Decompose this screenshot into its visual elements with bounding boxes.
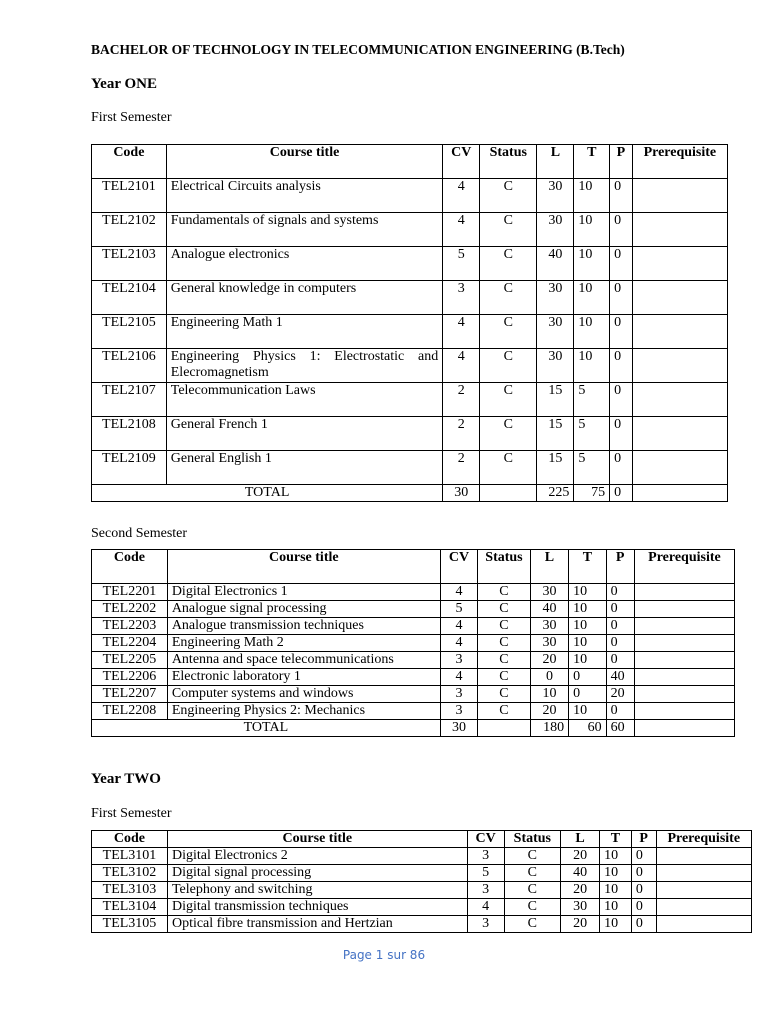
course-prerequisite <box>656 882 752 899</box>
course-p: 0 <box>610 451 633 485</box>
col-header-t: T <box>569 550 606 584</box>
total-label: TOTAL <box>92 720 441 737</box>
course-title: General knowledge in computers <box>166 281 443 315</box>
course-t: 10 <box>569 703 606 720</box>
col-header-status: Status <box>478 550 531 584</box>
course-l: 30 <box>537 281 574 315</box>
course-cv: 3 <box>467 882 504 899</box>
course-code: TEL2208 <box>92 703 168 720</box>
course-code: TEL3103 <box>92 882 168 899</box>
total-t: 60 <box>569 720 606 737</box>
table-row <box>92 635 735 652</box>
course-p: 0 <box>631 916 656 933</box>
year1-semester1-table <box>91 144 728 502</box>
course-t: 10 <box>569 601 606 618</box>
course-l: 40 <box>561 865 600 882</box>
course-cv: 3 <box>440 652 477 669</box>
course-cv: 3 <box>467 916 504 933</box>
course-status: C <box>478 584 531 601</box>
course-p: 0 <box>606 584 634 601</box>
table-header-row <box>92 550 735 584</box>
course-status: C <box>504 916 560 933</box>
course-t: 5 <box>574 383 610 417</box>
course-prerequisite <box>632 383 727 417</box>
course-p: 0 <box>606 635 634 652</box>
course-title: Telecommunication Laws <box>166 383 443 417</box>
course-p: 0 <box>610 315 633 349</box>
course-prerequisite <box>656 865 752 882</box>
table-row <box>92 916 752 933</box>
col-header-prerequisite: Prerequisite <box>634 550 734 584</box>
col-header-p: P <box>610 145 633 179</box>
course-status: C <box>480 247 537 281</box>
course-code: TEL3102 <box>92 865 168 882</box>
course-title: Fundamentals of signals and systems <box>166 213 443 247</box>
course-cv: 3 <box>443 281 480 315</box>
course-prerequisite <box>632 451 727 485</box>
course-l: 30 <box>561 899 600 916</box>
course-code: TEL3101 <box>92 848 168 865</box>
course-cv: 2 <box>443 417 480 451</box>
course-status: C <box>480 349 537 383</box>
table-row <box>92 383 728 417</box>
course-cv: 4 <box>440 584 477 601</box>
course-title: Digital Electronics 2 <box>167 848 467 865</box>
total-row <box>92 485 728 502</box>
course-code: TEL2108 <box>92 417 167 451</box>
course-prerequisite <box>632 315 727 349</box>
course-p: 0 <box>606 703 634 720</box>
course-l: 20 <box>561 916 600 933</box>
course-p: 40 <box>606 669 634 686</box>
course-cv: 2 <box>443 451 480 485</box>
total-p: 60 <box>606 720 634 737</box>
course-p: 0 <box>610 383 633 417</box>
document-title: BACHELOR OF TECHNOLOGY IN TELECOMMUNICATION ENGINEERING (B.Tech) <box>91 42 625 57</box>
table-header-row <box>92 831 752 848</box>
course-status: C <box>480 213 537 247</box>
course-t: 10 <box>569 618 606 635</box>
year-one-heading: Year ONE <box>91 76 157 92</box>
course-cv: 2 <box>443 383 480 417</box>
course-status: C <box>504 865 560 882</box>
col-header-prerequisite: Prerequisite <box>656 831 752 848</box>
table-row <box>92 417 728 451</box>
table-row <box>92 652 735 669</box>
course-p: 0 <box>631 848 656 865</box>
course-t: 0 <box>569 669 606 686</box>
course-l: 30 <box>537 179 574 213</box>
col-header-t: T <box>574 145 610 179</box>
total-cv: 30 <box>443 485 480 502</box>
course-code: TEL2204 <box>92 635 168 652</box>
course-cv: 3 <box>440 686 477 703</box>
course-title: Analogue transmission techniques <box>167 618 440 635</box>
course-p: 0 <box>610 247 633 281</box>
course-title: General French 1 <box>166 417 443 451</box>
course-p: 0 <box>631 865 656 882</box>
course-p: 0 <box>631 882 656 899</box>
total-label: TOTAL <box>92 485 443 502</box>
course-p: 0 <box>606 601 634 618</box>
course-t: 5 <box>574 417 610 451</box>
course-code: TEL2206 <box>92 669 168 686</box>
course-title: Electronic laboratory 1 <box>167 669 440 686</box>
table-row <box>92 349 728 383</box>
col-header-cv: CV <box>467 831 504 848</box>
course-title: Digital signal processing <box>167 865 467 882</box>
course-cv: 4 <box>443 349 480 383</box>
total-t: 75 <box>574 485 610 502</box>
course-code: TEL2202 <box>92 601 168 618</box>
course-p: 0 <box>610 281 633 315</box>
course-status: C <box>480 315 537 349</box>
table-row <box>92 703 735 720</box>
course-status: C <box>504 899 560 916</box>
course-cv: 5 <box>443 247 480 281</box>
course-code: TEL2107 <box>92 383 167 417</box>
course-l: 40 <box>530 601 568 618</box>
course-status: C <box>480 383 537 417</box>
course-title: Analogue electronics <box>166 247 443 281</box>
table-row <box>92 247 728 281</box>
course-code: TEL3105 <box>92 916 168 933</box>
course-code: TEL2103 <box>92 247 167 281</box>
total-p: 0 <box>610 485 633 502</box>
total-l: 180 <box>530 720 568 737</box>
col-header-code: Code <box>92 550 168 584</box>
course-status: C <box>478 669 531 686</box>
course-t: 5 <box>574 451 610 485</box>
course-t: 10 <box>569 652 606 669</box>
col-header-cv: CV <box>440 550 477 584</box>
table-row <box>92 669 735 686</box>
course-title: Antenna and space telecommunications <box>167 652 440 669</box>
course-code: TEL2205 <box>92 652 168 669</box>
table-row <box>92 451 728 485</box>
course-cv: 4 <box>443 213 480 247</box>
course-t: 10 <box>600 848 632 865</box>
course-p: 0 <box>606 618 634 635</box>
course-status: C <box>478 601 531 618</box>
col-header-l: L <box>561 831 600 848</box>
course-l: 30 <box>530 618 568 635</box>
course-l: 20 <box>561 882 600 899</box>
total-status <box>478 720 531 737</box>
course-prerequisite <box>634 635 734 652</box>
course-cv: 4 <box>443 315 480 349</box>
course-cv: 3 <box>467 848 504 865</box>
col-header-code: Code <box>92 145 167 179</box>
table-row <box>92 882 752 899</box>
course-code: TEL2201 <box>92 584 168 601</box>
course-prerequisite <box>632 179 727 213</box>
course-t: 10 <box>574 315 610 349</box>
course-code: TEL2109 <box>92 451 167 485</box>
course-title: Computer systems and windows <box>167 686 440 703</box>
course-t: 10 <box>574 349 610 383</box>
col-header-t: T <box>600 831 632 848</box>
course-prerequisite <box>634 652 734 669</box>
course-l: 15 <box>537 417 574 451</box>
course-title: Engineering Math 2 <box>167 635 440 652</box>
course-t: 10 <box>569 584 606 601</box>
col-header-prerequisite: Prerequisite <box>632 145 727 179</box>
course-prerequisite <box>632 247 727 281</box>
col-header-title: Course title <box>166 145 443 179</box>
course-cv: 3 <box>440 703 477 720</box>
course-cv: 4 <box>440 635 477 652</box>
total-prereq <box>634 720 734 737</box>
course-prerequisite <box>634 584 734 601</box>
course-code: TEL2105 <box>92 315 167 349</box>
total-status <box>480 485 537 502</box>
course-status: C <box>480 179 537 213</box>
table-row <box>92 618 735 635</box>
course-p: 20 <box>606 686 634 703</box>
course-cv: 4 <box>440 618 477 635</box>
second-semester-heading: Second Semester <box>91 526 188 541</box>
col-header-status: Status <box>480 145 537 179</box>
course-prerequisite <box>632 281 727 315</box>
course-l: 0 <box>530 669 568 686</box>
course-title: Analogue signal processing <box>167 601 440 618</box>
first-semester-heading-y2: First Semester <box>91 806 172 821</box>
col-header-p: P <box>631 831 656 848</box>
course-status: C <box>504 882 560 899</box>
course-l: 30 <box>537 315 574 349</box>
table-row <box>92 601 735 618</box>
course-code: TEL2207 <box>92 686 168 703</box>
course-l: 15 <box>537 451 574 485</box>
first-semester-heading: First Semester <box>91 110 172 125</box>
table-row <box>92 686 735 703</box>
course-l: 30 <box>537 213 574 247</box>
course-t: 0 <box>569 686 606 703</box>
course-prerequisite <box>634 601 734 618</box>
col-header-cv: CV <box>443 145 480 179</box>
course-code: TEL3104 <box>92 899 168 916</box>
course-l: 40 <box>537 247 574 281</box>
table-row <box>92 865 752 882</box>
course-l: 20 <box>530 703 568 720</box>
course-prerequisite <box>632 213 727 247</box>
course-t: 10 <box>574 213 610 247</box>
course-prerequisite <box>656 916 752 933</box>
course-title: Engineering Math 1 <box>166 315 443 349</box>
table-row <box>92 213 728 247</box>
course-l: 15 <box>537 383 574 417</box>
course-prerequisite <box>632 417 727 451</box>
course-cv: 5 <box>467 865 504 882</box>
course-t: 10 <box>574 281 610 315</box>
course-t: 10 <box>600 882 632 899</box>
course-title: Digital Electronics 1 <box>167 584 440 601</box>
course-cv: 4 <box>443 179 480 213</box>
course-t: 10 <box>600 899 632 916</box>
course-prerequisite <box>634 686 734 703</box>
course-status: C <box>504 848 560 865</box>
course-t: 10 <box>574 179 610 213</box>
course-title: Optical fibre transmission and Hertzian <box>167 916 467 933</box>
year2-semester1-table <box>91 830 752 933</box>
course-cv: 4 <box>467 899 504 916</box>
course-title: Digital transmission techniques <box>167 899 467 916</box>
course-l: 10 <box>530 686 568 703</box>
course-status: C <box>478 686 531 703</box>
course-prerequisite <box>632 349 727 383</box>
total-cv: 30 <box>440 720 477 737</box>
year-two-heading: Year TWO <box>91 771 161 787</box>
course-l: 30 <box>530 635 568 652</box>
course-l: 20 <box>561 848 600 865</box>
year1-semester2-table <box>91 549 735 737</box>
course-status: C <box>478 703 531 720</box>
table-row <box>92 281 728 315</box>
total-l: 225 <box>537 485 574 502</box>
course-prerequisite <box>656 899 752 916</box>
total-row <box>92 720 735 737</box>
course-title: Electrical Circuits analysis <box>166 179 443 213</box>
table-row <box>92 179 728 213</box>
table-row <box>92 584 735 601</box>
course-title: Engineering Physics 1: Electrostatic and Elecromagnetism <box>166 349 443 383</box>
col-header-code: Code <box>92 831 168 848</box>
col-header-l: L <box>530 550 568 584</box>
course-title: Telephony and switching <box>167 882 467 899</box>
course-status: C <box>478 635 531 652</box>
course-status: C <box>480 281 537 315</box>
course-code: TEL2203 <box>92 618 168 635</box>
course-title: Engineering Physics 2: Mechanics <box>167 703 440 720</box>
course-prerequisite <box>634 703 734 720</box>
col-header-title: Course title <box>167 831 467 848</box>
course-cv: 5 <box>440 601 477 618</box>
course-code: TEL2102 <box>92 213 167 247</box>
course-l: 20 <box>530 652 568 669</box>
course-p: 0 <box>610 349 633 383</box>
col-header-p: P <box>606 550 634 584</box>
course-p: 0 <box>610 213 633 247</box>
course-p: 0 <box>610 417 633 451</box>
course-t: 10 <box>574 247 610 281</box>
course-code: TEL2104 <box>92 281 167 315</box>
course-l: 30 <box>537 349 574 383</box>
total-prereq <box>632 485 727 502</box>
course-cv: 4 <box>440 669 477 686</box>
course-p: 0 <box>610 179 633 213</box>
page-footer: Page 1 sur 86 <box>342 948 426 962</box>
table-row <box>92 848 752 865</box>
course-prerequisite <box>634 618 734 635</box>
course-p: 0 <box>606 652 634 669</box>
table-row <box>92 315 728 349</box>
course-code: TEL2101 <box>92 179 167 213</box>
course-p: 0 <box>631 899 656 916</box>
course-t: 10 <box>569 635 606 652</box>
table-row <box>92 899 752 916</box>
course-t: 10 <box>600 865 632 882</box>
course-t: 10 <box>600 916 632 933</box>
course-code: TEL2106 <box>92 349 167 383</box>
course-status: C <box>478 618 531 635</box>
course-status: C <box>478 652 531 669</box>
course-status: C <box>480 417 537 451</box>
table-header-row <box>92 145 728 179</box>
course-prerequisite <box>656 848 752 865</box>
course-title: General English 1 <box>166 451 443 485</box>
course-l: 30 <box>530 584 568 601</box>
col-header-status: Status <box>504 831 560 848</box>
col-header-l: L <box>537 145 574 179</box>
col-header-title: Course title <box>167 550 440 584</box>
course-prerequisite <box>634 669 734 686</box>
course-status: C <box>480 451 537 485</box>
